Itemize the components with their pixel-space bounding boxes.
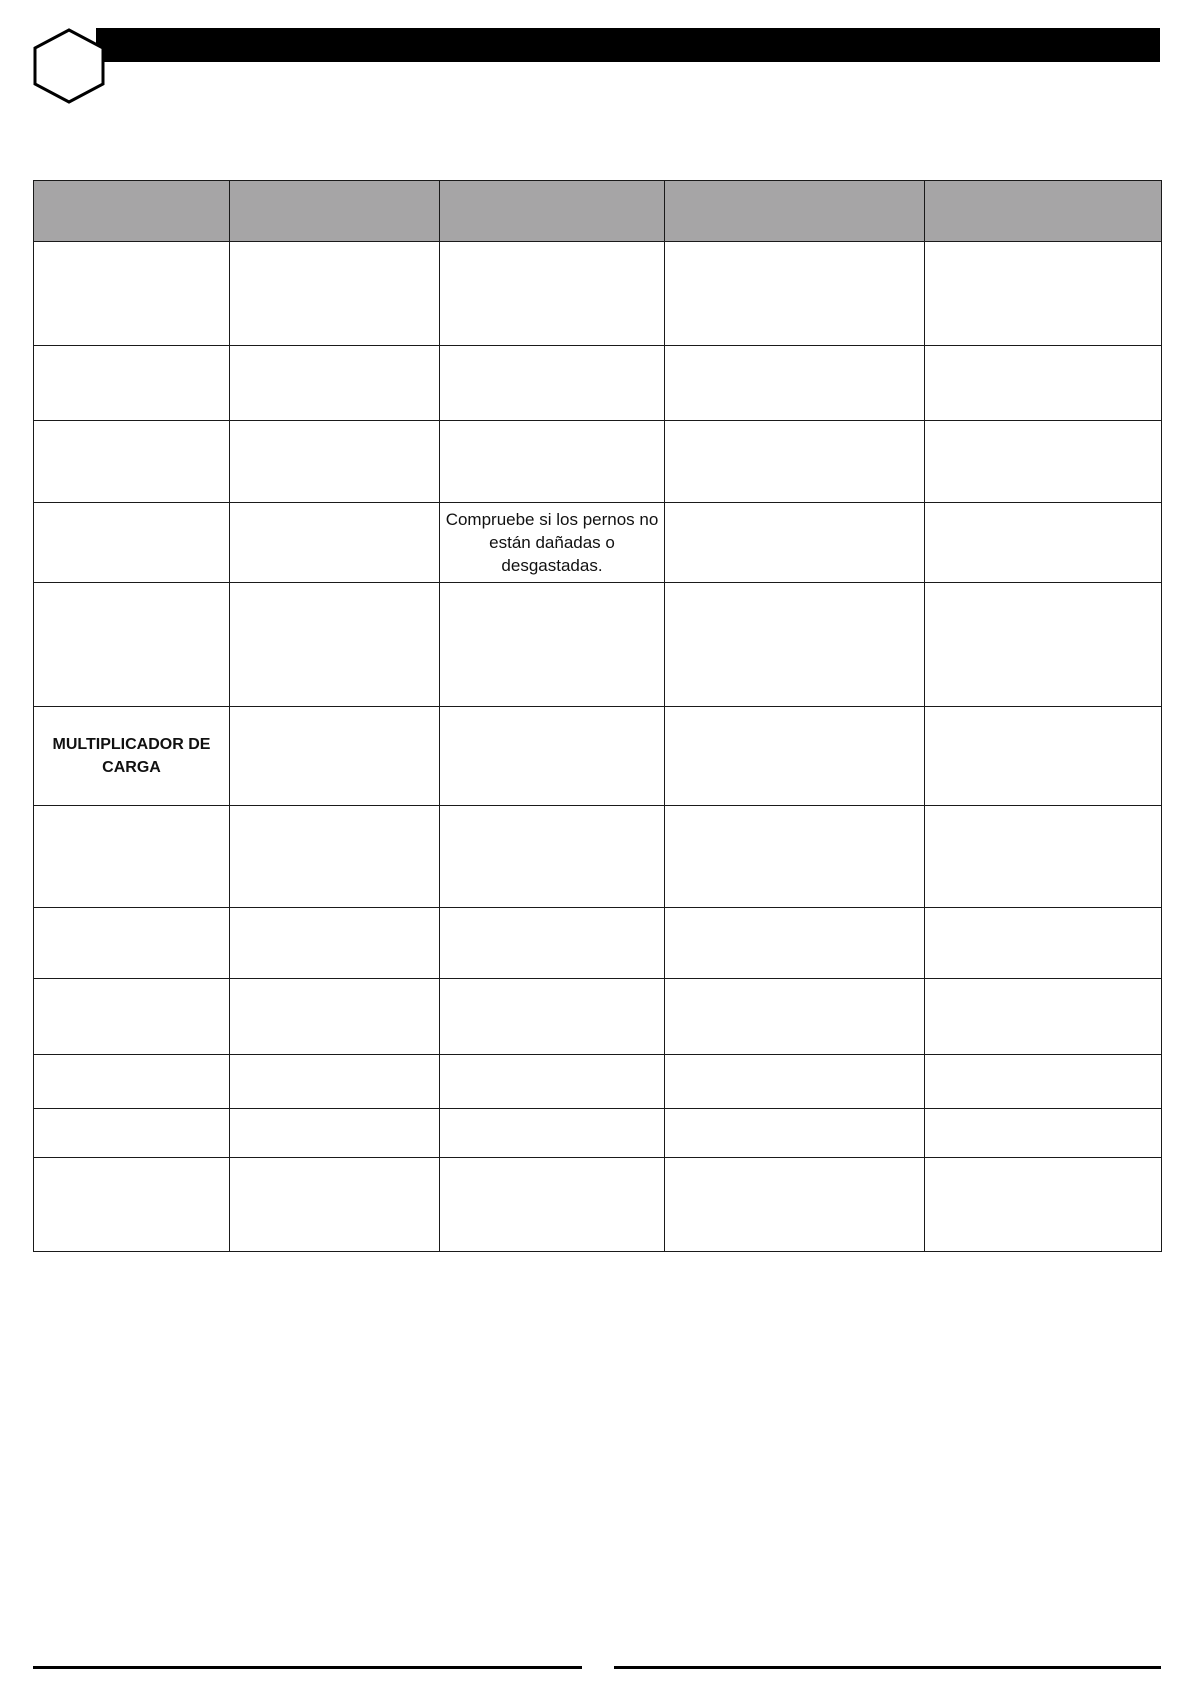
table-cell <box>440 346 665 421</box>
inspection-note-cell: Compruebe si los pernos no están dañadas o desgastadas. <box>440 503 665 583</box>
table-cell <box>34 806 230 908</box>
table-cell <box>230 242 440 346</box>
table-cell <box>925 421 1162 503</box>
table-row <box>34 583 1162 707</box>
table-cell <box>925 242 1162 346</box>
table-cell <box>230 346 440 421</box>
table-cell <box>665 908 925 979</box>
table-cell <box>925 503 1162 583</box>
table-cell <box>440 242 665 346</box>
table-cell <box>440 1109 665 1158</box>
table-cell <box>230 1158 440 1252</box>
table-cell <box>440 908 665 979</box>
table-cell <box>440 806 665 908</box>
table-cell <box>230 421 440 503</box>
table-cell <box>34 908 230 979</box>
footer-divider-left <box>33 1666 582 1669</box>
hexagon-icon <box>31 28 107 104</box>
table-cell <box>230 1055 440 1109</box>
table-cell <box>665 1055 925 1109</box>
table-cell <box>665 1109 925 1158</box>
table-cell <box>665 346 925 421</box>
table-header-row <box>34 181 1162 242</box>
table-cell <box>34 1158 230 1252</box>
table-row <box>34 503 1162 583</box>
table-cell <box>665 242 925 346</box>
column-header <box>34 181 230 242</box>
table-row <box>34 979 1162 1055</box>
footer-divider-right <box>614 1666 1161 1669</box>
table-row <box>34 1158 1162 1252</box>
table-cell <box>230 503 440 583</box>
table-cell <box>665 1158 925 1252</box>
table-cell <box>925 346 1162 421</box>
column-header <box>925 181 1162 242</box>
table-cell <box>230 707 440 806</box>
table-cell <box>440 979 665 1055</box>
table-cell <box>440 707 665 806</box>
table-cell <box>665 503 925 583</box>
table-cell <box>665 421 925 503</box>
table-cell <box>440 1158 665 1252</box>
table-row <box>34 421 1162 503</box>
table-cell <box>440 421 665 503</box>
table-cell <box>925 707 1162 806</box>
table-cell <box>34 346 230 421</box>
table-cell <box>925 979 1162 1055</box>
table-cell <box>34 503 230 583</box>
table-cell <box>665 583 925 707</box>
table-cell <box>230 908 440 979</box>
table-cell <box>925 908 1162 979</box>
column-header <box>665 181 925 242</box>
table-cell <box>34 1055 230 1109</box>
column-header <box>440 181 665 242</box>
table-cell <box>925 583 1162 707</box>
table-cell <box>34 979 230 1055</box>
table-cell <box>440 583 665 707</box>
table-cell <box>665 707 925 806</box>
component-name-cell: MULTIPLICADOR DE CARGA <box>34 707 230 806</box>
table-row <box>34 707 1162 806</box>
table-row <box>34 908 1162 979</box>
table-cell <box>34 583 230 707</box>
table-cell <box>34 421 230 503</box>
table-row <box>34 1109 1162 1158</box>
table-cell <box>665 979 925 1055</box>
table-cell <box>34 1109 230 1158</box>
table-cell <box>925 1158 1162 1252</box>
table-row <box>34 242 1162 346</box>
maintenance-table <box>33 180 1162 1252</box>
table-cell <box>230 806 440 908</box>
header-bar <box>96 28 1160 62</box>
table-cell <box>230 1109 440 1158</box>
table-cell <box>925 1055 1162 1109</box>
table-cell <box>230 979 440 1055</box>
table-row <box>34 1055 1162 1109</box>
table-cell <box>230 583 440 707</box>
table-row <box>34 806 1162 908</box>
table-cell <box>34 242 230 346</box>
table-cell <box>665 806 925 908</box>
table-cell <box>440 1055 665 1109</box>
table-cell <box>925 1109 1162 1158</box>
table-cell <box>925 806 1162 908</box>
column-header <box>230 181 440 242</box>
table-row <box>34 346 1162 421</box>
